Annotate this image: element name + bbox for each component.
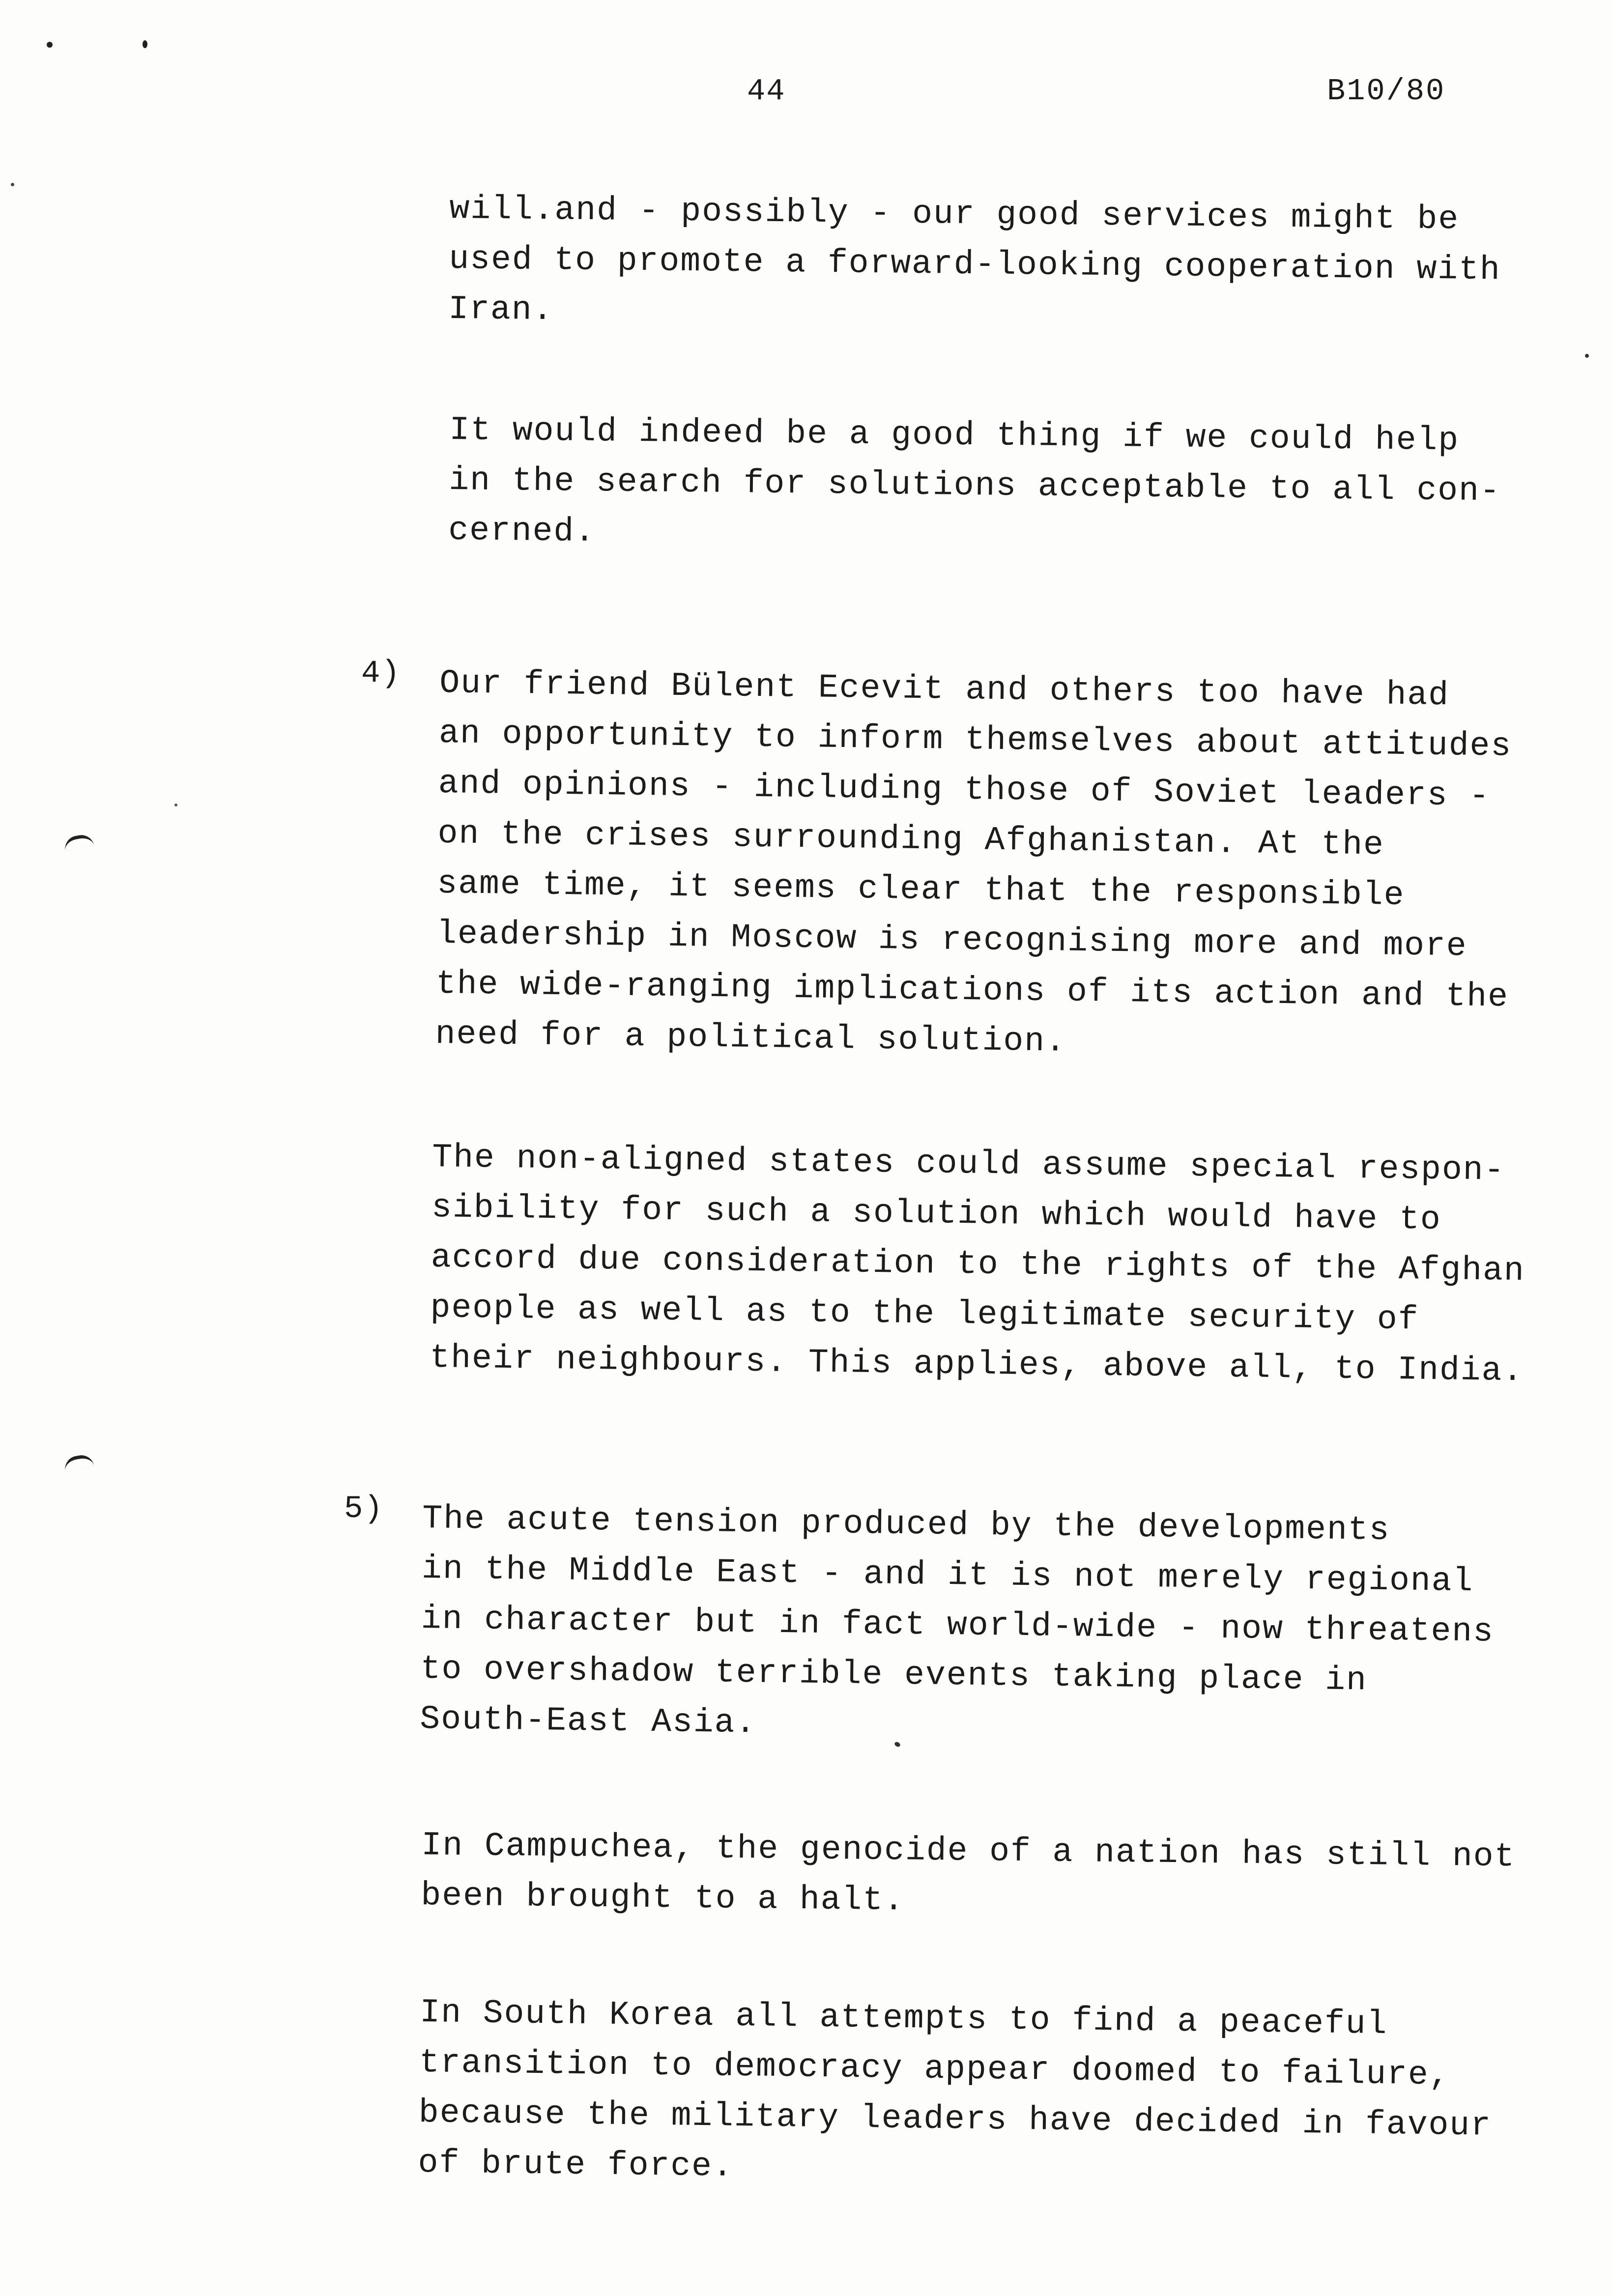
- paragraph: In Campuchea, the genocide of a nation has still not been brought to a halt.: [420, 1826, 1516, 1920]
- scan-speck: [143, 40, 147, 48]
- paragraph: will.and - possibly - our good services might be used to promote a forward-looking cooperation with Iran.: [448, 190, 1501, 330]
- scan-speck: [174, 804, 177, 806]
- paragraph: The acute tension produced by the developments in the Middle East - and it is not merely regional in character but in fact world-wide - now threatens to overshadow terrible events taking place in South-East Asia.: [419, 1499, 1495, 1743]
- section-number: 5): [344, 1492, 384, 1527]
- scan-speck: [11, 183, 14, 186]
- paragraph: Our friend Bülent Ecevit and others too have had an opportunity to inform themselves about attitudes and opinions - including those of Soviet leaders - on the crises surrounding Afghanistan. At the same time, it seems clear that the responsible leadership in Moscow is recognising more and more the wide-ranging implications of its action and the need for a political solution.: [435, 664, 1512, 1061]
- scan-speck: [1585, 354, 1589, 358]
- paragraph: In South Korea all attempts to find a peaceful transition to democracy appear doomed to failure, because the military leaders have decided in favour of brute force.: [418, 1993, 1492, 2186]
- margin-punch-mark: [63, 1453, 94, 1471]
- paragraph: The non-aligned states could assume special respon- sibility for such a solution which would have to accord due consideration to the rights of the Afghan people as well as to the legitimate security of their neighbours. This applies, above all, to India.: [429, 1138, 1526, 1391]
- margin-punch-mark: [63, 833, 94, 851]
- page-number: 44: [747, 74, 786, 109]
- document-reference: B10/80: [1327, 74, 1446, 109]
- scan-speck: [47, 42, 53, 48]
- section-number: 4): [361, 656, 401, 691]
- paragraph: It would indeed be a good thing if we could help in the search for solutions acceptable to all con- cerned.: [448, 411, 1501, 551]
